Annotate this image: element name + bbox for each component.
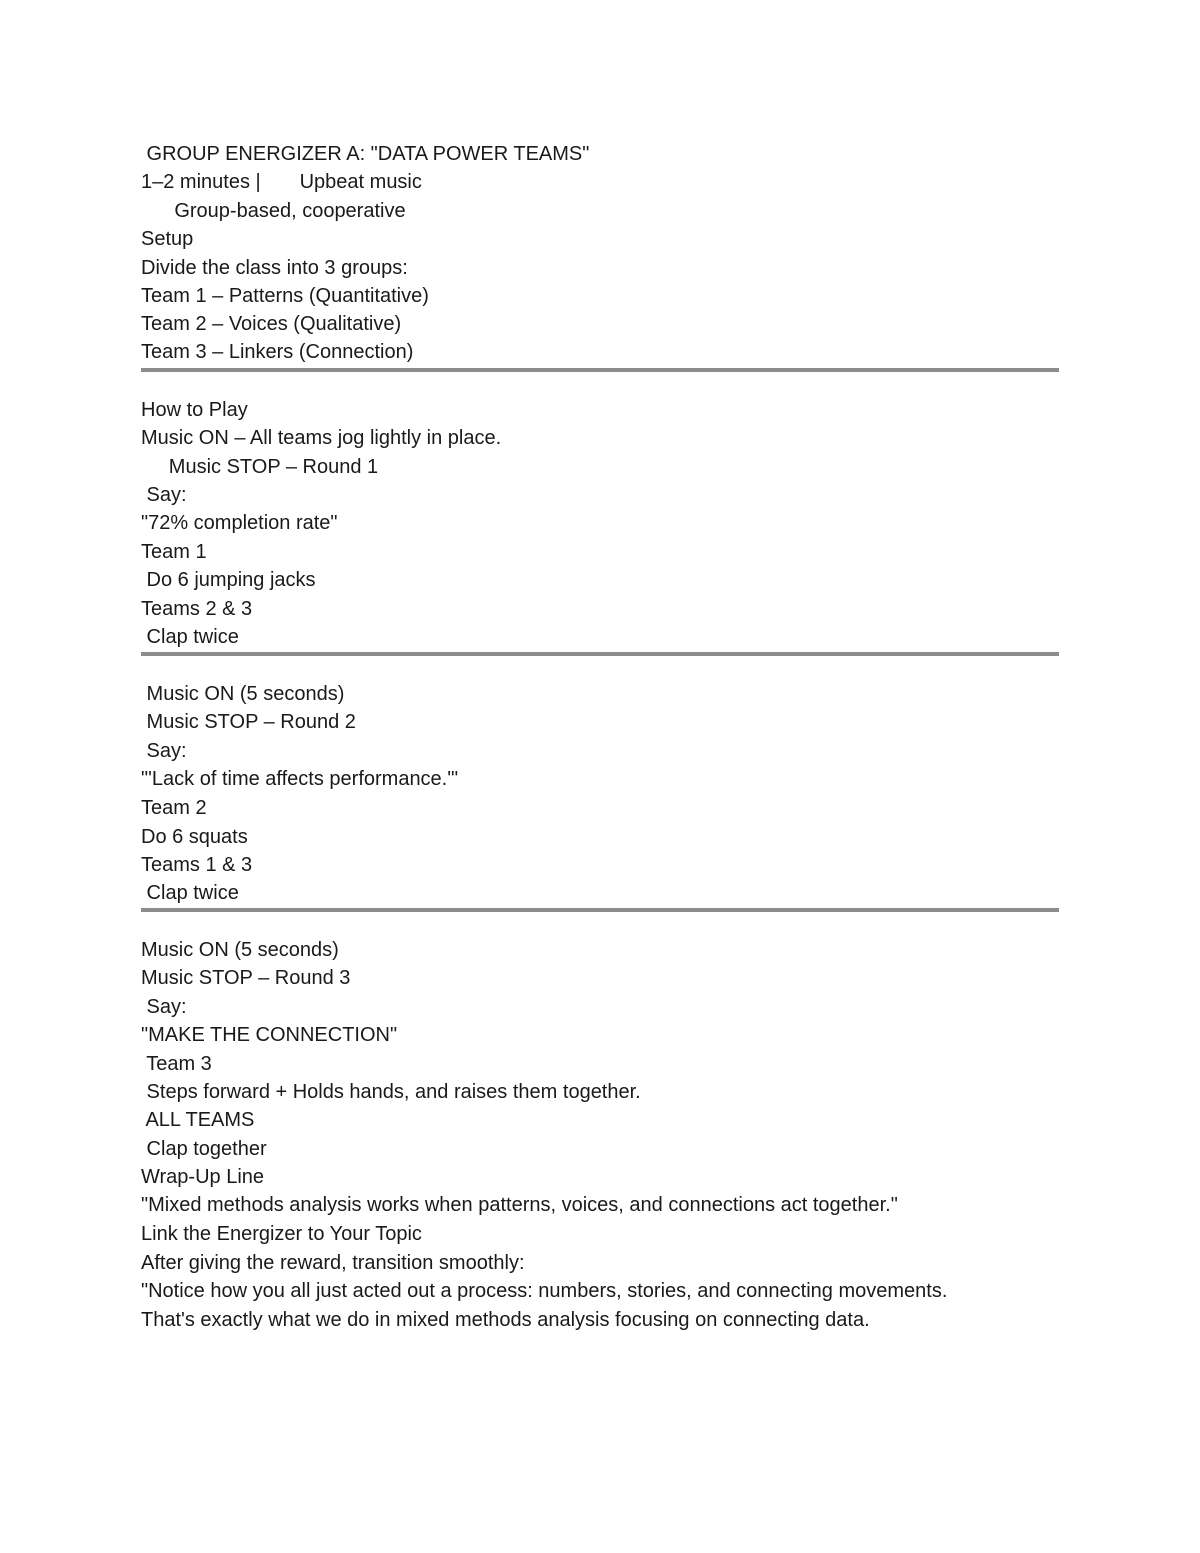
round3-team-all: ALL TEAMS (141, 1109, 255, 1131)
round1-music-on: Music ON – All teams jog lightly in place. (141, 427, 502, 449)
closing-quote-line-1: "Notice how you all just acted out a process: numbers, stories, and connecting movements. (141, 1280, 948, 1302)
round2-action-active: Do 6 squats (141, 826, 248, 848)
divide-instruction: Divide the class into 3 groups: (141, 257, 408, 279)
section-divider (141, 368, 1059, 372)
round3-team-active: Team 3 (141, 1053, 212, 1075)
round1-team-other: Teams 2 & 3 (141, 598, 253, 620)
round1-action-active: Do 6 jumping jacks (141, 569, 316, 591)
round3-quote: "MAKE THE CONNECTION" (141, 1024, 398, 1046)
round1-say-label: Say: (141, 484, 187, 506)
wrap-up-heading: Wrap-Up Line (141, 1166, 265, 1188)
duration-music-line: 1–2 minutes | Upbeat music (141, 171, 422, 193)
round3-music-on: Music ON (5 seconds) (141, 939, 339, 961)
round2-action-other: Clap twice (141, 882, 239, 904)
round3-action-active: Steps forward + Holds hands, and raises them together. (141, 1081, 641, 1103)
format-line: Group-based, cooperative (141, 200, 406, 222)
section-divider (141, 908, 1059, 912)
round1-quote: "72% completion rate" (141, 512, 338, 534)
closing-quote-line-2: That's exactly what we do in mixed methods analysis focusing on connecting data. (141, 1309, 870, 1331)
setup-heading: Setup (141, 228, 194, 250)
round2-quote: "'Lack of time affects performance.'" (141, 768, 459, 790)
link-topic-heading: Link the Energizer to Your Topic (141, 1223, 422, 1245)
team-3-line: Team 3 – Linkers (Connection) (141, 341, 414, 363)
round2-music-stop: Music STOP – Round 2 (141, 711, 356, 733)
round3-music-stop: Music STOP – Round 3 (141, 967, 351, 989)
team-1-line: Team 1 – Patterns (Quantitative) (141, 285, 429, 307)
round2-team-other: Teams 1 & 3 (141, 854, 253, 876)
round3-say-label: Say: (141, 996, 187, 1018)
round2-music-on: Music ON (5 seconds) (141, 683, 345, 705)
how-to-play-heading: How to Play (141, 399, 248, 421)
energizer-title: GROUP ENERGIZER A: "DATA POWER TEAMS" (141, 143, 590, 165)
round1-action-other: Clap twice (141, 626, 239, 648)
round1-music-stop: Music STOP – Round 1 (141, 456, 379, 478)
round1-team-active: Team 1 (141, 541, 207, 563)
transition-instruction: After giving the reward, transition smoothly: (141, 1252, 525, 1274)
round2-say-label: Say: (141, 740, 187, 762)
team-2-line: Team 2 – Voices (Qualitative) (141, 313, 402, 335)
round2-team-active: Team 2 (141, 797, 207, 819)
section-divider (141, 652, 1059, 656)
round3-action-all: Clap together (141, 1138, 267, 1160)
wrap-up-quote: "Mixed methods analysis works when patterns, voices, and connections act together." (141, 1194, 898, 1216)
